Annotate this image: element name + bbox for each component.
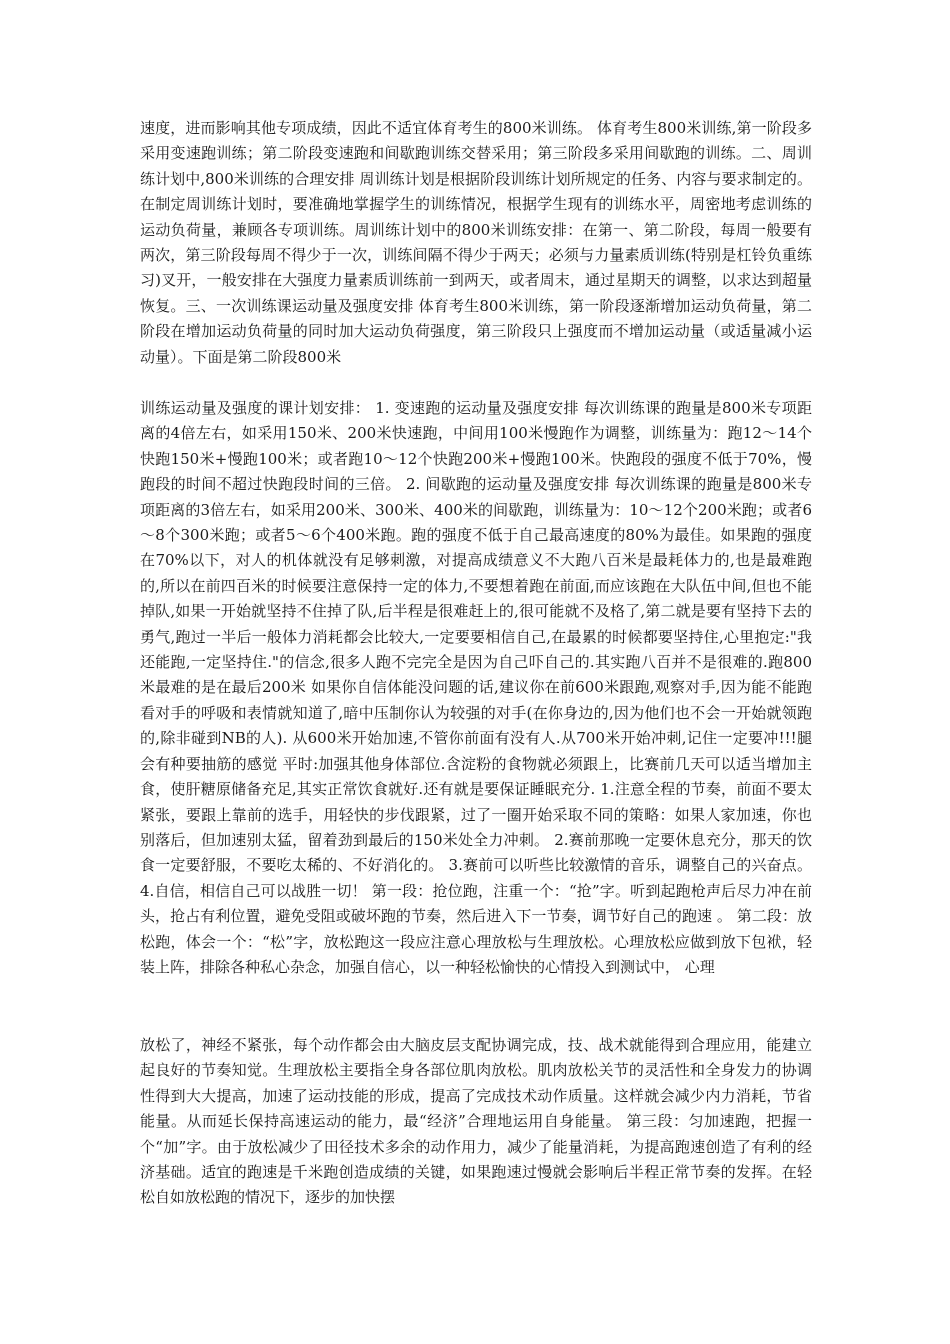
paragraph-2: 训练运动量及强度的课计划安排： 1. 变速跑的运动量及强度安排 每次训练课的跑量是800米专项距离的4倍左右，如采用150米、200米快速跑，中间用100米慢跑作为调整，训练量为：跑12～14个快跑150米+慢跑100米；或者跑10～12个快跑200米+慢跑100米。快跑段的强度不低于70%，慢跑段的时间不超过快跑段时间的三倍。 2. 间歇跑的运动量及强度安排 每次训练课的跑量是800米专项距离的3倍左右，如采用200米、300米、400米的间歇跑，训练量为：10～12个200米跑；或者6～8个300米跑；或者5～6个400米跑。跑的强度不低于自己最高速度的80%为最佳。如果跑的强度在70%以下，对人的机体就没有足够刺激，对提高成绩意义不大跑八百米是最耗体力的,也是最难跑的,所以在前四百米的时候要注意保持一定的体力,不要想着跑在前面,而应该跑在大队伍中间,但也不能掉队,如果一开始就坚持不住掉了队,后半程是很难赶上的,很可能就不及格了,第二就是要有坚持下去的勇气,跑过一半后一般体力消耗都会比较大,一定要要相信自己,在最累的时候都要坚持住,心里抱定:"我还能跑,一定坚持住."的信念,很多人跑不完完全是因为自己吓自己的.其实跑八百并不是很难的.跑800米最难的是在最后200米 如果你自信体能没问题的话,建议你在前600米跟跑,观察对手,因为能不能跑看对手的呼吸和表情就知道了,暗中压制你认为较强的对手(在你身边的,因为他们也不会一开始就领跑的,除非碰到NB的人). 从600米开始加速,不管你前面有没有人.从700米开始冲刺,记住一定要冲!!!腿会有种要抽筋的感觉 平时:加强其他身体部位.含淀粉的食物就必须跟上，比赛前几天可以适当增加主食，使肝糖原储备充足,其实正常饮食就好.还有就是要保证睡眠充分. 1.注意全程的节奏，前面不要太紧张，要跟上靠前的选手，用轻快的步伐跟紧，过了一圈开始采取不同的策略：如果人家加速，你也别落后，但加速别太猛，留着劲到最后的150米处全力冲刺。 2.赛前那晚一定要休息充分，那天的饮食一定要舒服，不要吃太稀的、不好消化的。 3.赛前可以听些比较激情的音乐，调整自己的兴奋点。4.自信，相信自己可以战胜一切！ 第一段：抢位跑，注重一个：“抢”字。听到起跑枪声后尽力冲在前头，抢占有利位置，避免受阻或破坏跑的节奏，然后进入下一节奏，调节好自己的跑速 。 第二段：放松跑，体会一个：“松”字，放松跑这一段应注意心理放松与生理放松。心理放松应做到放下包袱，轻装上阵，排除各种私心杂念，加强自信心，以一种轻松愉快的心情投入到测试中， 心理 bbox=[140, 399, 812, 976]
paragraph-3: 放松了，神经不紧张，每个动作都会由大脑皮层支配协调完成，技、战术就能得到合理应用，能建立起良好的节奏知觉。生理放松主要指全身各部位肌肉放松。肌肉放松关节的灵活性和全身发力的协调性得到大大提高，加速了运动技能的形成，提高了完成技术动作质量。这样就会减少内力消耗，节省能量。从而延长保持高速运动的能力，最“经济”合理地运用自身能量。 第三段：匀加速跑，把握一个“加”字。由于放松减少了田径技术多余的动作用力，减少了能量消耗，为提高跑速创造了有利的经济基础。适宜的跑速是千米跑创造成绩的关键，如果跑速过慢就会影响后半程正常节奏的发挥。在轻松自如放松跑的情况下，逐步的加快摆 bbox=[140, 1036, 812, 1207]
paragraph-1: 速度，进而影响其他专项成绩，因此不适宜体育考生的800米训练。 体育考生800米训练,第一阶段多采用变速跑训练；第二阶段变速跑和间歇跑训练交替采用；第三阶段多采用间歇跑的训练。二、周训练计划中,800米训练的合理安排 周训练计划是根据阶段训练计划所规定的任务、内容与要求制定的。在制定周训练计划时，要准确地掌握学生的训练情况，根据学生现有的训练水平，周密地考虑训练的运动负荷量，兼顾各专项训练。周训练计划中的800米训练安排：在第一、第二阶段，每周一般要有两次，第三阶段每周不得少于一次，训练间隔不得少于两天；必须与力量素质训练(特别是杠铃负重练习)叉开，一般安排在大强度力量素质训练前一到两天，或者周末，通过星期天的调整，以求达到超量恢复。三、一次训练课运动量及强度安排 体育考生800米训练，第一阶段逐渐增加运动负荷量，第二阶段在增加运动负荷量的同时加大运动负荷强度，第三阶段只上强度而不增加运动量（或适量减小运动量）。下面是第二阶段800米 bbox=[140, 119, 812, 366]
